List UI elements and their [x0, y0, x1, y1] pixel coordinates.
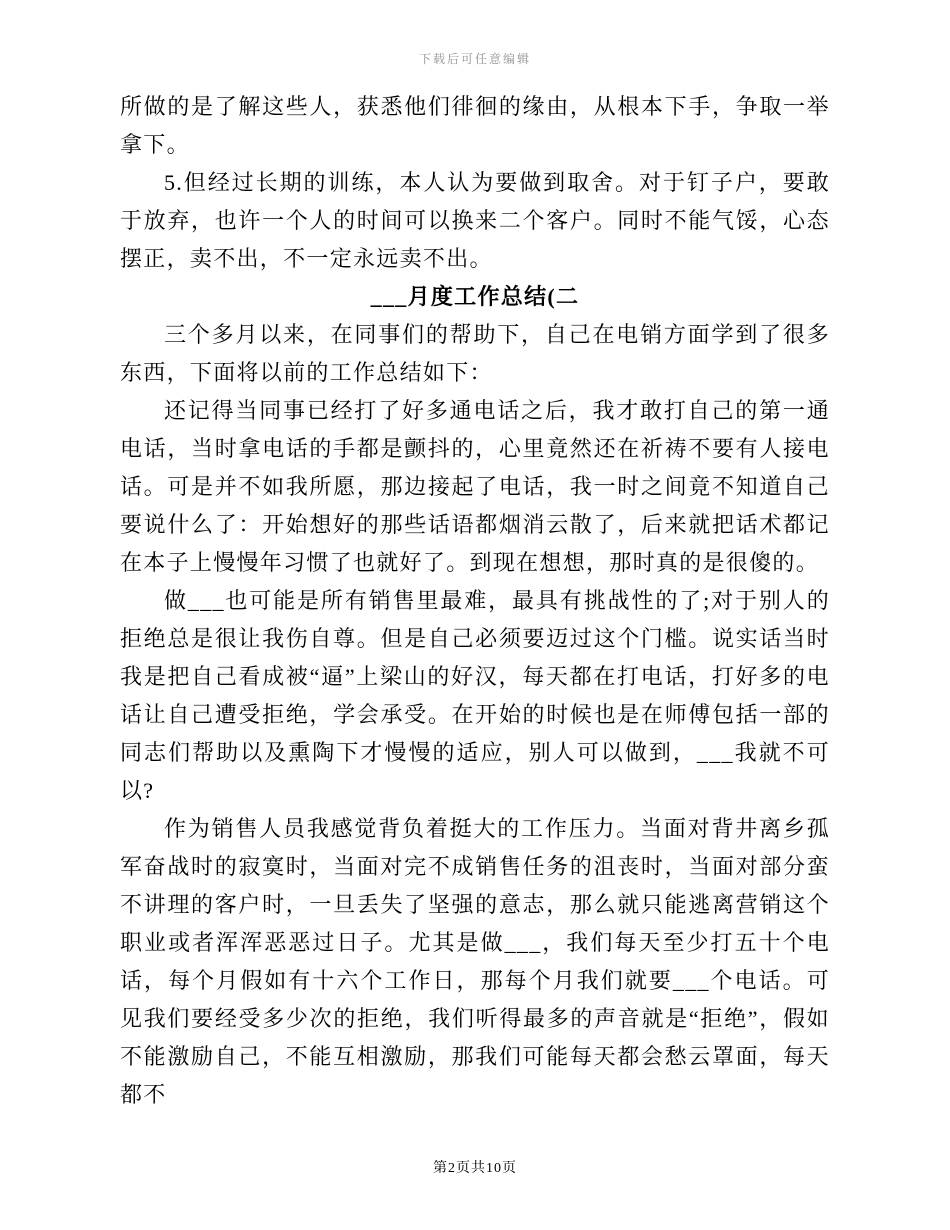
document-content — [120, 88, 830, 1114]
paragraph-challenge: 做___也可能是所有销售里最难，最具有挑战性的了;对于别人的拒绝总是很让我伤自尊。但是自己必须要迈过这个门槛。说实话当时我是把自己看成被“逼”上梁山的好汉，每天都在打电话，打好多的电话让自己遭受拒绝，学会承受。在开始的时候也是在师傅包括一部的同志们帮助以及熏陶下才慢慢的适应，别人可以做到，___我就不可以? — [120, 588, 830, 803]
paragraph-intro: 三个多月以来，在同事们的帮助下，自己在电销方面学到了很多东西，下面将以前的工作总结如下： — [120, 322, 830, 385]
edit-watermark-note: 下载后可任意编辑 — [418, 52, 531, 66]
page-number: 第2页共10页 — [433, 1161, 517, 1176]
paragraph-item-5: 5.但经过长期的训练，本人认为要做到取舍。对于钉子户，要敢于放弃，也许一个人的时间可以换来二个客户。同时不能气馁，心态摆正，卖不出，不一定永远卖不出。 — [120, 170, 830, 271]
paragraph-first-call: 还记得当同事已经打了好多通电话之后，我才敢打自己的第一通电话，当时拿电话的手都是颤抖的，心里竟然还在祈祷不要有人接电话。可是并不如我所愿，那边接起了电话，我一时之间竟不知道自己要说什么了：开始想好的那些话语都烟消云散了，后来就把话术都记在本子上慢慢年习惯了也就好了。到现在想想，那时真的是很傻的。 — [120, 398, 830, 575]
section-heading: ___月度工作总结(二 — [370, 284, 580, 309]
paragraph-continuation: 所做的是了解这些人，获悉他们徘徊的缘由，从根本下手，争取一举拿下。 — [120, 94, 830, 157]
paragraph-pressure: 作为销售人员我感觉背负着挺大的工作压力。当面对背井离乡孤军奋战时的寂寞时，当面对完不成销售任务的沮丧时，当面对部分蛮不讲理的客户时，一旦丢失了坚强的意志，那么就只能逃离营销这个职业或者浑浑恶恶过日子。尤其是做___，我们每天至少打五十个电话，每个月假如有十六个工作日，那每个月我们就要___个电话。可见我们要经受多少次的拒绝，我们听得最多的声音就是“拒绝”，假如不能激励自己，不能互相激励，那我们可能每天都会愁云罩面，每天都不 — [120, 816, 830, 1107]
